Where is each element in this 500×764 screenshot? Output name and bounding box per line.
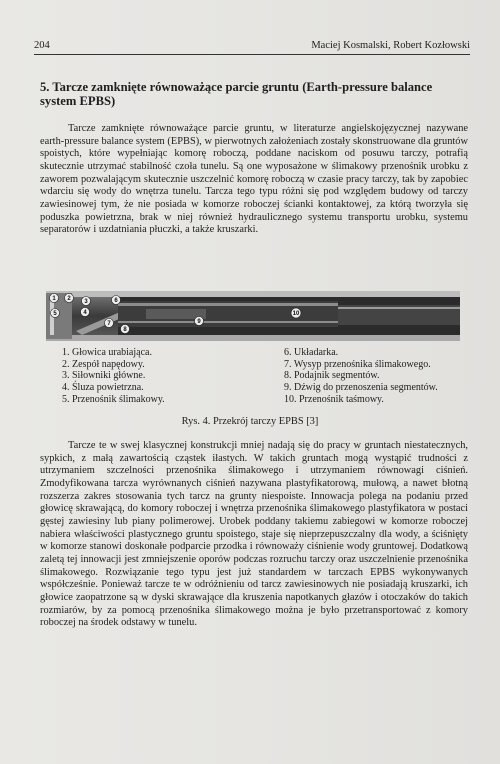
legend-item: 3. Siłowniki główne. <box>62 370 146 382</box>
tunnel-invert <box>46 335 460 341</box>
marker-label-1: 1 <box>52 296 56 302</box>
legend-item: 8. Podajnik segmentów. <box>284 370 380 382</box>
tbm-diagram <box>46 291 460 341</box>
marker-label-10: 10 <box>292 311 300 317</box>
legend-item: 1. Głowica urabiająca. <box>62 347 152 358</box>
marker-label-8: 8 <box>123 327 127 333</box>
legend-item: 2. Zespół napędowy. <box>62 358 145 370</box>
epbs-cross-section-figure <box>46 291 460 341</box>
marker-label-3: 3 <box>84 299 88 305</box>
figure-legend-left <box>62 347 165 406</box>
legend-item: 7. Wysyp przenośnika ślimakowego. <box>284 358 431 370</box>
paragraph-2: Tarcze te w swej klasycznej konstrukcji mniej nadają się do pracy w gruntach niestatecznych, sypkich, z małą zawartością cząstek iłastych. W takich gruntach mogą wystąpić trudności z utrzymaniem szczelności przenośnika ślimakowego i utrzymaniem równowagi ciśnień. Zmodyfikowana tarcza wyrównanych ciśnień nazywana plastyfikatorową, mułową, a nawet błotną rozszerza zakres stosowania tych tarcz na grunty niespoiste. Innowacja polega na podaniu przed głowicę skrawającą, do komory roboczej i wnętrza przenośnika ślimakowego plastyfikatora w postaci gęstej zawiesiny lub piany polimerowej. Urobek poddany takiemu zabiegowi w komorze roboczej nabiera właściwości plastycznego gruntu spoistego, staje się nieprzepuszczalny dla wody, a ściśnięty w komorze stanowi doskonałe podparcie przodka i równoważy ciśnienie wody gruntowej. Dodatkową zaletą tej innowacji jest zmniejszenie oporów podczas rozruchu tarczy oraz uszczelnienie przenośnika ślimakowego. Rozwiązanie tego typu jest już standardem w tarczach EPBS wykonywanych współcześnie. Ponieważ tarcze te w odróżnieniu od tarcz zawiesinowych nie posiadają kruszarki, ich głowice zaopatrzone są w dyski skrawające dla kruszenia napotkanych głazów i otoczaków do takich rozmiarów, by za pomocą przenośnika ślimakowego można je było przetransportować z komory roboczej na środek odstawy w tunelu. <box>40 440 468 629</box>
marker-label-6: 6 <box>114 298 118 304</box>
conveyor-belt-line <box>118 303 338 306</box>
rail-line <box>118 321 338 323</box>
running-head-authors: Maciej Kosmalski, Robert Kozłowski <box>311 40 470 51</box>
marker-label-5: 5 <box>53 311 57 317</box>
marker-label-9: 9 <box>197 319 201 325</box>
page-number: 204 <box>34 40 50 51</box>
tunnel-crown <box>46 291 460 297</box>
belt-conveyor-line <box>338 307 460 309</box>
page-header <box>34 40 470 55</box>
section-title: 5. Tarcze zamknięte równoważące parcie gruntu (Earth-pressure balance system EPBS) <box>40 80 433 108</box>
legend-item: 9. Dźwig do przenoszenia segmentów. <box>284 382 438 394</box>
marker-label-7: 7 <box>107 321 111 327</box>
legend-item: 5. Przenośnik ślimakowy. <box>62 393 165 405</box>
legend-item: 4. Śluza powietrzna. <box>62 382 144 394</box>
figure-caption: Rys. 4. Przekrój tarczy EPBS [3] <box>181 416 319 427</box>
figure-legend-right <box>284 347 438 406</box>
marker-label-2: 2 <box>67 296 71 302</box>
paragraph-1: Tarcze zamknięte równoważące parcie gruntu, w literaturze angielskojęzycznej nazywane earth-pressure balance system (EPBS), w pierwotnych założeniach zostały skonstruowane dla gruntów spoistych, które wypełniając komorę roboczą, poddane naciskom od posuwu tarczy, potrafią skutecznie utrzymać stabilność czoła tunelu. Są one wyposażone w ślimakowy przenośnik urobku z zaworem pozwalającym skutecznie uszczelnić komorę roboczą w czasie pracy tarczy, tak by zapobiec wdarciu się wody do wnętrza tunelu. Tarcza tego typu różni się pod względem budowy od tarczy zawiesinowej tym, że nie posiada w komorze roboczej ścianki kontaktowej, za którą tworzyła się poduszka powietrzna, brak w niej również hydraulicznego systemu transportu urobku, systemu separatorów i uzdatniania płuczki, a także kruszarki. <box>40 123 468 236</box>
marker-label-4: 4 <box>83 310 87 316</box>
legend-item: 6. Układarka. <box>284 347 339 358</box>
legend-item: 10. Przenośnik taśmowy. <box>284 393 384 405</box>
